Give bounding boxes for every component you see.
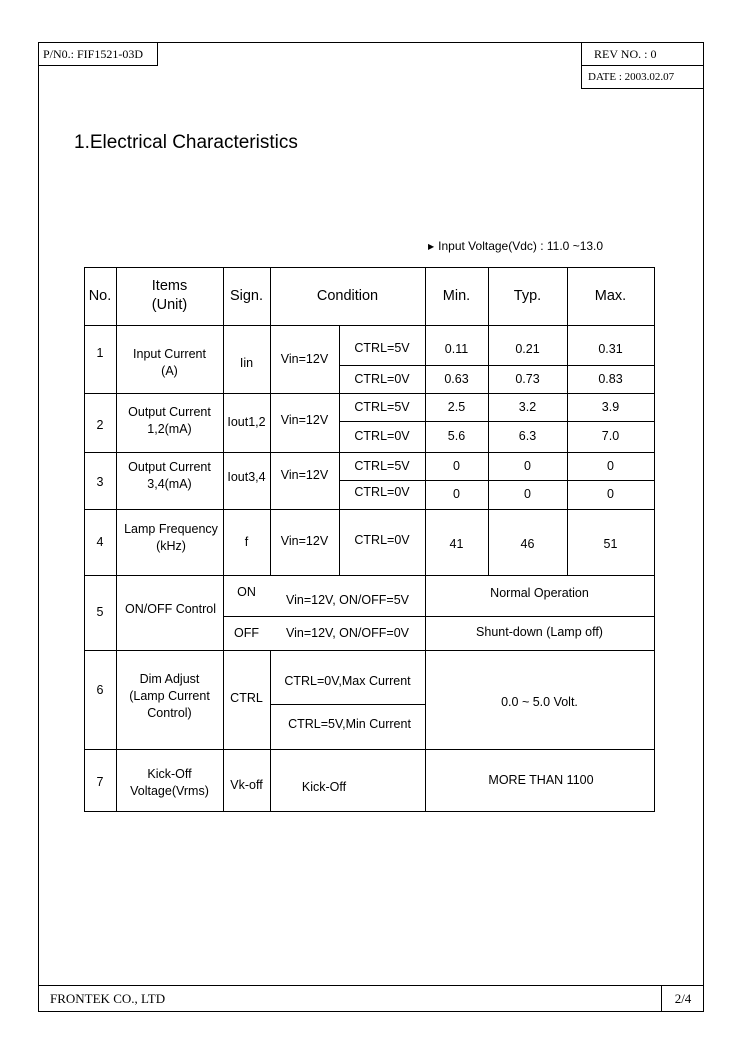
- row-2a-max: 3.9: [601, 399, 620, 414]
- row-1-item: [116, 325, 223, 401]
- row-1-vin: Vin=12V: [280, 351, 329, 366]
- footer-page-number: 2/4: [674, 991, 692, 1006]
- header-condition: Condition: [316, 287, 379, 304]
- row-5-on-label: ON: [237, 584, 256, 599]
- row-2a-min: 2.5: [447, 399, 466, 414]
- row-2-sign: Iout1,2: [227, 415, 266, 429]
- row-2-item-unit: 1,2(mA): [147, 421, 192, 436]
- row-3a-max: 0: [607, 458, 614, 473]
- row-6-item-line3: Control): [147, 705, 192, 720]
- row-5-off-result: Shunt-down (Lamp off): [476, 624, 603, 639]
- row-3b-typ: 0: [524, 487, 531, 501]
- row-6-item-line2: (Lamp Current: [129, 688, 210, 703]
- header-no: No.: [88, 287, 112, 304]
- row-5-no: 5: [96, 605, 104, 619]
- header-unit-label: (Unit): [151, 297, 188, 313]
- row-5-off-condition: Vin=12V, ON/OFF=0V: [286, 625, 409, 640]
- row-2a-typ: 3.2: [518, 399, 537, 414]
- input-voltage-text: Input Voltage(Vdc) : 11.0 ~13.0: [438, 239, 604, 253]
- row-5-on-result: Normal Operation: [490, 585, 589, 600]
- row-6-sign: CTRL: [230, 690, 263, 705]
- row-3-item-unit: 3,4(mA): [147, 477, 192, 491]
- row-1b-max: 0.83: [598, 371, 623, 386]
- footer-divider: [38, 985, 704, 986]
- row-2b-ctrl: CTRL=0V: [354, 429, 410, 443]
- row-4-no: 4: [96, 534, 104, 549]
- row-2b-min: 5.6: [447, 429, 466, 443]
- row-4-item-unit: (kHz): [156, 539, 186, 553]
- part-number: P/N0.: FIF1521-03D: [38, 42, 158, 66]
- row-3-item-name: Output Current: [128, 460, 211, 474]
- row-5-item: ON/OFF Control: [125, 601, 216, 616]
- row-2b-typ: 6.3: [518, 429, 537, 443]
- row-1-no: 1: [96, 345, 104, 360]
- row-2-item: [116, 393, 223, 448]
- row-2b-max: 7.0: [601, 429, 620, 443]
- row-5-on-condition: Vin=12V, ON/OFF=5V: [286, 592, 409, 607]
- row-1b-min: 0.63: [444, 371, 469, 386]
- row-3a-typ: 0: [524, 458, 531, 473]
- row-7-no: 7: [96, 774, 104, 789]
- header-typ: Typ.: [513, 287, 542, 304]
- row-1a-max: 0.31: [598, 341, 623, 356]
- row-1b-typ: 0.73: [515, 371, 540, 386]
- header-min: Min.: [442, 287, 471, 304]
- row-2-no: 2: [96, 417, 104, 432]
- row-4-max: 51: [603, 536, 618, 551]
- row-1-item-name: Input Current: [133, 347, 206, 361]
- row-1-item-unit: (A): [161, 364, 178, 378]
- row-7-value: MORE THAN 1100: [488, 772, 594, 787]
- section-title: 1.Electrical Characteristics: [74, 132, 298, 153]
- row-3-vin: Vin=12V: [280, 467, 329, 482]
- row-2-item-name: Output Current: [128, 404, 211, 419]
- row-3-item: [116, 452, 223, 500]
- row-4-min: 41: [449, 536, 464, 551]
- triangle-bullet-icon: ▶: [428, 242, 435, 251]
- footer-company: FRONTEK CO., LTD: [50, 991, 166, 1006]
- row-3b-ctrl: CTRL=0V: [354, 484, 410, 499]
- row-1b-ctrl: CTRL=0V: [354, 371, 410, 386]
- row-4-ctrl: CTRL=0V: [354, 532, 410, 547]
- row-6-cond-min: CTRL=5V,Min Current: [288, 716, 411, 731]
- row-7-item-name: Kick-Off: [147, 767, 192, 781]
- row-7-item-unit: Voltage(Vrms): [130, 784, 209, 798]
- row-4-sign: f: [244, 534, 249, 549]
- row-4-item-name: Lamp Frequency: [124, 522, 218, 536]
- row-3b-min: 0: [453, 487, 460, 501]
- row-5-off-label: OFF: [234, 625, 259, 640]
- header-items: [116, 267, 223, 325]
- row-4-typ: 46: [520, 536, 535, 551]
- row-6-item-line1: Dim Adjust: [139, 671, 200, 686]
- row-7-sign: Vk-off: [230, 777, 263, 792]
- row-4-item: [116, 509, 226, 567]
- row-7-item: [116, 749, 223, 817]
- header-sign: Sign.: [229, 287, 264, 304]
- row-3a-ctrl: CTRL=5V: [354, 458, 410, 473]
- row-1a-typ: 0.21: [515, 341, 540, 356]
- revision-date: DATE : 2003.02.07: [581, 65, 704, 89]
- row-2a-ctrl: CTRL=5V: [354, 399, 410, 414]
- row-3-sign: Iout3,4: [227, 469, 266, 484]
- row-6-value: 0.0 ~ 5.0 Volt.: [501, 694, 578, 709]
- row-3-no: 3: [96, 474, 104, 489]
- row-1a-min: 0.11: [444, 341, 469, 356]
- row-7-condition: Kick-Off: [301, 779, 347, 794]
- row-1a-ctrl: CTRL=5V: [354, 340, 410, 355]
- row-6-item: [116, 650, 223, 742]
- row-4-vin: Vin=12V: [280, 533, 329, 548]
- row-3a-min: 0: [453, 458, 460, 473]
- row-1-sign: Iin: [239, 355, 254, 370]
- header-max: Max.: [594, 287, 627, 304]
- revision-number: REV NO. : 0: [581, 42, 704, 66]
- row-3b-max: 0: [607, 487, 614, 501]
- header-items-label: Items: [151, 278, 188, 294]
- row-2-vin: Vin=12V: [280, 412, 329, 427]
- row-6-no: 6: [96, 682, 104, 697]
- row-6-cond-max: CTRL=0V,Max Current: [284, 673, 411, 688]
